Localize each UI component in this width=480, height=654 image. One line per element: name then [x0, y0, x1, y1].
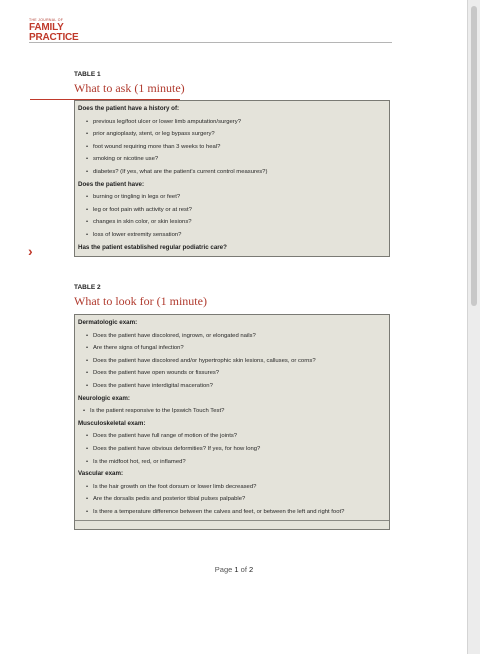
table1-list-item-text: foot wound requiring more than 3 weeks to heal?	[93, 143, 221, 150]
table2-list-item-text: Does the patient have discolored and/or hypertrophic skin lesions, calluses, or corns?	[93, 357, 316, 364]
table2-title: What to look for (1 minute)	[74, 294, 207, 308]
table2-list-item-text: Is the midfoot hot, red, or inflamed?	[93, 458, 186, 465]
logo-line-1: FAMILY	[29, 21, 64, 33]
logo-line-2: PRACTICE	[29, 31, 79, 43]
table2-list-item	[78, 342, 386, 355]
table2-box	[74, 314, 390, 530]
table2-list-item	[78, 330, 386, 343]
table2-list-item	[78, 506, 386, 519]
table1-list-item-text: burning or tingling in legs or feet?	[93, 194, 181, 201]
of-word: of	[240, 565, 247, 574]
bullet-icon: •	[86, 143, 89, 150]
table2-list-item-text: Is the hair growth on the foot dorsum or lower limb decreased?	[93, 483, 257, 490]
vertical-scrollbar[interactable]	[467, 0, 480, 654]
table1-list-item-text: smoking or nicotine use?	[93, 156, 159, 163]
table2-list-item	[78, 367, 386, 380]
table2-list-item-text: Is the patient responsive to the Ipswich Touch Test?	[90, 408, 225, 415]
table1-list-item-text: previous leg/foot ulcer or lower limb amputation/surgery?	[93, 118, 241, 125]
table1-list-item-text: leg or foot pain with activity or at rest?	[93, 206, 192, 213]
bullet-icon: •	[86, 118, 89, 125]
table2-list-item	[78, 430, 386, 443]
bullet-icon: •	[86, 483, 89, 490]
bullet-icon: •	[86, 382, 89, 389]
table1-box	[74, 100, 390, 257]
table1-list-item-text: prior angioplasty, stent, or leg bypass surgery?	[93, 131, 215, 138]
table2-list-item-text: Are there signs of fungal infection?	[93, 345, 184, 352]
table1-list-item-text: changes in skin color, or skin lesions?	[93, 219, 192, 226]
table2-section-heading: Musculoskeletal exam:	[78, 419, 146, 427]
table2-list-item-text: Is there a temperature difference between the calves and feet, or between the left and right foot?	[93, 508, 345, 515]
table2-list-item	[78, 405, 386, 418]
table2-section-heading: Vascular exam:	[78, 470, 124, 478]
table2-list-item	[78, 355, 386, 368]
bullet-icon: •	[86, 508, 89, 515]
bullet-icon: •	[86, 231, 89, 238]
bullet-icon: •	[86, 433, 89, 440]
bullet-icon: •	[86, 332, 89, 339]
table1-label: TABLE 1	[74, 71, 101, 78]
table2-section-heading: Neurologic exam:	[78, 394, 130, 402]
bullet-icon: •	[86, 496, 89, 503]
table2-list-item-text: Does the patient have discolored, ingrown, or elongated nails?	[93, 332, 256, 339]
table2-list-item	[78, 481, 386, 494]
bullet-icon: •	[86, 370, 89, 377]
table1-list-item	[78, 216, 386, 229]
table1-section-heading: Does the patient have a history of:	[78, 105, 180, 112]
bullet-icon: •	[86, 458, 89, 465]
bullet-icon: •	[86, 357, 89, 364]
table2-list-item	[78, 493, 386, 506]
page-word: Page	[214, 565, 233, 574]
scrollbar-thumb[interactable]	[471, 6, 477, 306]
table1-list-item	[78, 229, 386, 242]
table2-list-item	[78, 456, 386, 469]
table2-section-heading: Dermatologic exam:	[78, 319, 138, 326]
table2-list-item-text: Does the patient have obvious deformities? If yes, for how long?	[93, 445, 261, 452]
table1-list-item-text: loss of lower extremity sensation?	[93, 231, 182, 238]
table1-list-item	[78, 153, 386, 166]
bullet-icon: •	[83, 408, 86, 415]
page-number	[0, 565, 468, 574]
table2-label: TABLE 2	[74, 284, 101, 291]
bullet-icon: •	[86, 156, 89, 163]
bullet-icon: •	[86, 345, 89, 352]
table2-list-item	[78, 443, 386, 456]
table1-list-item	[78, 116, 386, 129]
header-divider	[29, 42, 392, 43]
bullet-icon: •	[86, 219, 89, 226]
table1-title: What to ask (1 minute)	[74, 81, 185, 95]
logo-small-text: THE JOURNAL OF	[29, 18, 64, 22]
table2-empty-row	[75, 520, 389, 527]
total-pages: 2	[249, 565, 254, 574]
table2-list-item-text: Does the patient have open wounds or fissures?	[93, 370, 220, 377]
table1-list-item	[78, 204, 386, 217]
chevron-right-icon[interactable]: ›	[28, 243, 33, 259]
table2-list-item-text: Does the patient have full range of motion of the joints?	[93, 433, 238, 440]
table2-list-item-text: Are the dorsalis pedis and posterior tibial pulses palpable?	[93, 496, 246, 503]
table2-list-item-text: Does the patient have interdigital maceration?	[93, 382, 213, 389]
table1-list-item	[78, 141, 386, 154]
table1-list-item	[78, 191, 386, 204]
table1-list-item	[78, 128, 386, 141]
bullet-icon: •	[86, 206, 89, 213]
table1-list-item-text: diabetes? (If yes, what are the patient’s current control measures?)	[93, 168, 268, 175]
current-page: 1	[234, 565, 239, 574]
table2-list-item	[78, 380, 386, 393]
table1-section-heading: Does the patient have:	[78, 180, 145, 188]
bullet-icon: •	[86, 131, 89, 138]
table1-list-item	[78, 166, 386, 179]
bullet-icon: •	[86, 168, 89, 175]
bullet-icon: •	[86, 445, 89, 452]
bullet-icon: •	[86, 194, 89, 201]
table1-section-heading: Has the patient established regular podiatric care?	[78, 243, 227, 251]
journal-logo	[29, 19, 79, 43]
